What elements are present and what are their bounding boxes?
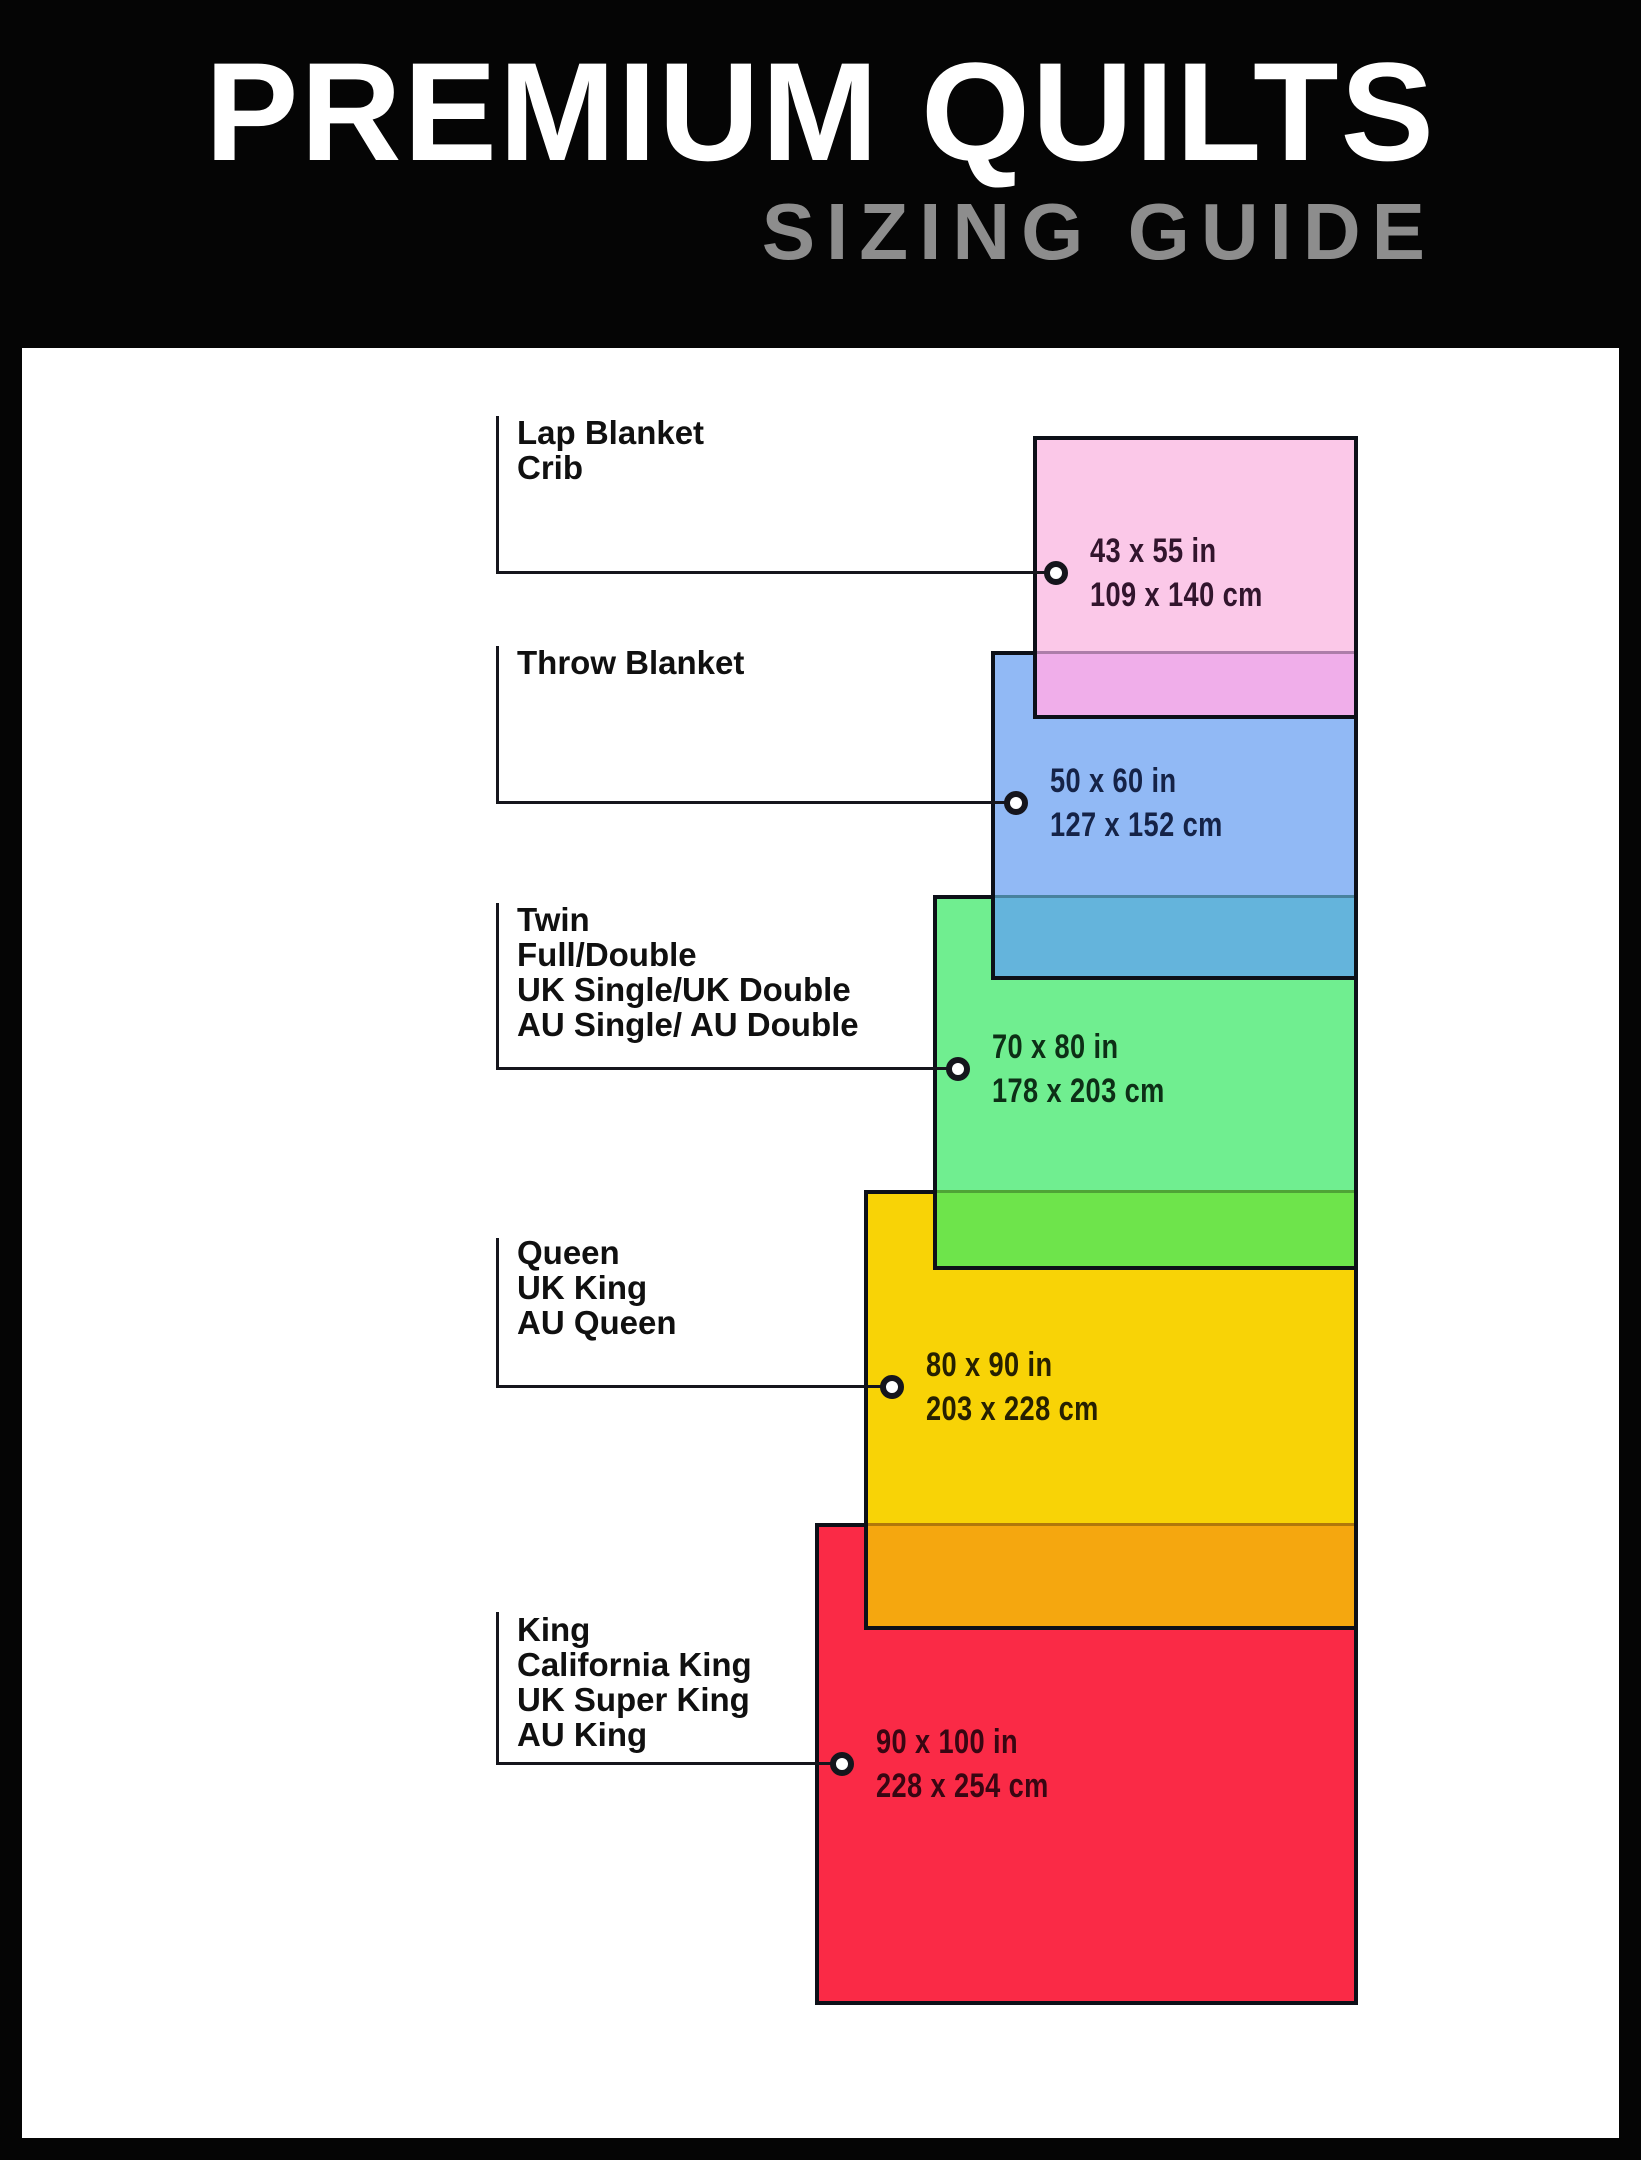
page-title: PREMIUM QUILTS [205,33,1436,190]
overlap-queen-over-king [868,1523,1354,1626]
dimension-inches: 43 x 55 in [1090,532,1217,570]
label-line: Full/Double [517,936,697,973]
label-line: Throw Blanket [517,644,745,681]
dimension-text-queen [926,1343,1099,1431]
dimension-cm: 203 x 228 cm [926,1390,1099,1428]
dimension-cm: 178 x 203 cm [992,1072,1165,1110]
leader-vline-throw [496,646,499,804]
label-line: Crib [517,449,583,486]
leader-hline-throw [496,801,1008,804]
label-line: AU King [517,1716,648,1753]
dimension-text-king [876,1720,1049,1808]
ring-marker-icon [946,1057,970,1081]
leader-hline-queen [496,1385,884,1388]
leader-hline-lap [496,571,1050,574]
label-line: Twin [517,901,590,938]
label-line: UK King [517,1269,648,1306]
header-inner [205,33,1436,276]
label-line: UK Super King [517,1681,750,1718]
leader-vline-king [496,1612,499,1765]
dimension-cm: 228 x 254 cm [876,1767,1049,1805]
dimension-text-twin [992,1025,1165,1113]
ring-marker-icon [1044,561,1068,585]
label-line: King [517,1611,591,1648]
size-label-throw-blanket [517,645,744,680]
page-subtitle: SIZING GUIDE [761,187,1436,276]
leader-vline-twin [496,903,499,1070]
header [0,0,1641,348]
dimension-inches: 80 x 90 in [926,1346,1053,1384]
leader-hline-king [496,1762,834,1765]
overlap-throw-over-twin [995,895,1354,976]
dimension-inches: 90 x 100 in [876,1723,1019,1761]
overlap-twin-over-queen [937,1190,1354,1266]
dimension-inches: 50 x 60 in [1050,762,1177,800]
ring-marker-icon [880,1375,904,1399]
leader-vline-lap [496,416,499,574]
label-line: Lap Blanket [517,414,705,451]
label-line: California King [517,1646,752,1683]
label-line: AU Single/ AU Double [517,1006,859,1043]
label-line: AU Queen [517,1304,677,1341]
size-label-twin [517,902,859,1042]
ring-marker-icon [1004,791,1028,815]
size-label-lap-blanket [517,415,704,485]
dimension-cm: 127 x 152 cm [1050,806,1223,844]
leader-vline-queen [496,1238,499,1388]
leader-hline-twin [496,1067,950,1070]
overlap-lap-over-throw [1037,651,1354,715]
dimension-cm: 109 x 140 cm [1090,576,1263,614]
label-line: Queen [517,1234,620,1271]
size-label-king [517,1612,752,1752]
label-line: UK Single/UK Double [517,971,851,1008]
dimension-text-throw [1050,759,1223,847]
ring-marker-icon [830,1752,854,1776]
dimension-text-lap [1090,529,1263,617]
size-label-queen [517,1235,677,1340]
dimension-inches: 70 x 80 in [992,1028,1119,1066]
